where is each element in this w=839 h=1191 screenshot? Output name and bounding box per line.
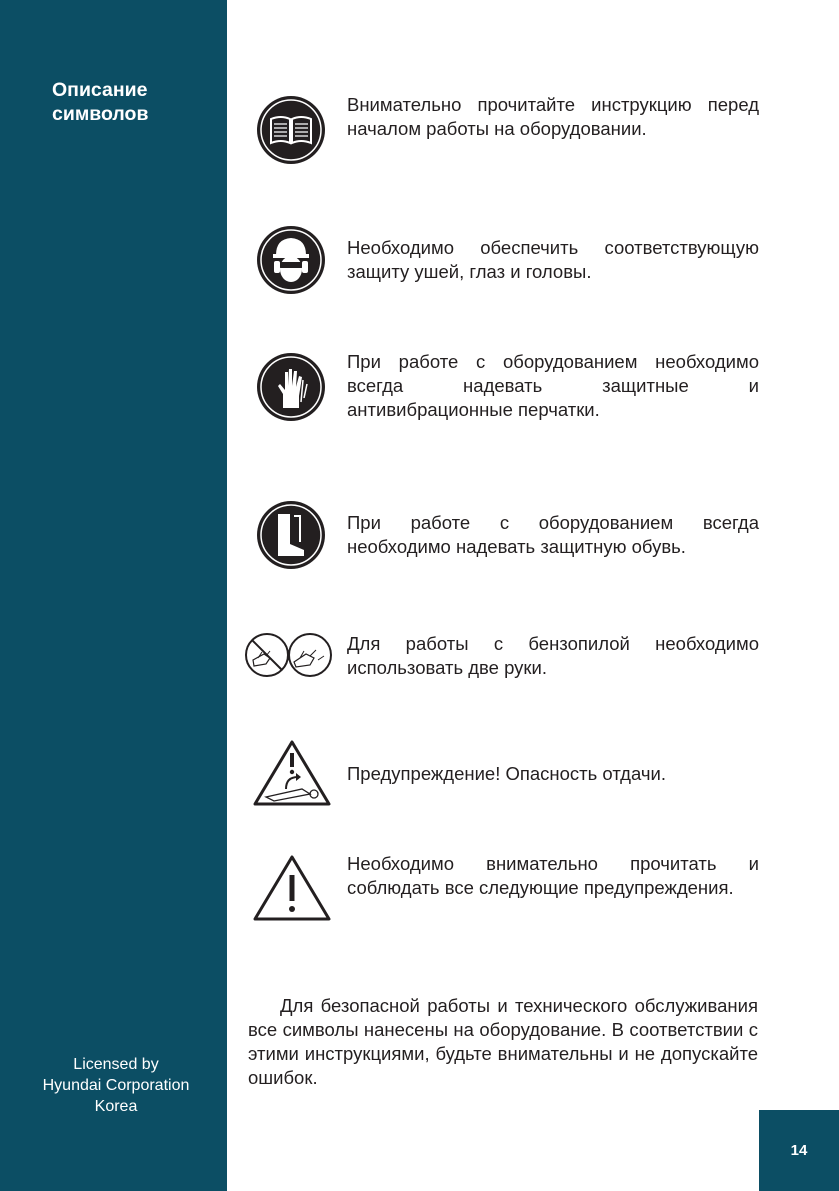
closing-paragraph: Для безопасной работы и технического обслуживания все символы нанесены на оборудование. В соответствии с этими инструкциями, будьте внимательны и не допускайте ошибок. bbox=[248, 995, 758, 1088]
read-manual-icon bbox=[256, 95, 326, 165]
symbol-description: При работе с оборудованием необходимо всегда надевать защитные и антивибрационные перчатки. bbox=[347, 351, 759, 420]
head-eye-ear-protection-icon bbox=[256, 225, 326, 295]
symbol-description: При работе с оборудованием всегда необходимо надевать защитную обувь. bbox=[347, 512, 759, 557]
general-warning-icon bbox=[252, 853, 332, 923]
page-number-text: 14 bbox=[790, 1142, 808, 1159]
kickback-warning-icon bbox=[252, 739, 332, 807]
section-title: Описание символов bbox=[52, 79, 149, 125]
protective-boots-icon bbox=[256, 500, 326, 570]
symbol-description: Необходимо обеспечить соответствующую защиту ушей, глаз и головы. bbox=[347, 237, 759, 282]
symbol-description: Внимательно прочитайте инструкцию перед началом работы на оборудовании. bbox=[347, 94, 759, 139]
sidebar bbox=[0, 0, 227, 1191]
two-hands-operation-icon bbox=[244, 632, 334, 678]
page-number bbox=[759, 1110, 839, 1191]
symbol-description: Предупреждение! Опасность отдачи. bbox=[347, 763, 666, 784]
protective-gloves-icon bbox=[256, 352, 326, 422]
symbol-description: Необходимо внимательно прочитать и соблюдать все следующие предупреждения. bbox=[347, 853, 759, 898]
symbol-description: Для работы с бензопилой необходимо использовать две руки. bbox=[347, 633, 759, 678]
license-text: Licensed by Hyundai Corporation Korea bbox=[42, 1056, 190, 1115]
